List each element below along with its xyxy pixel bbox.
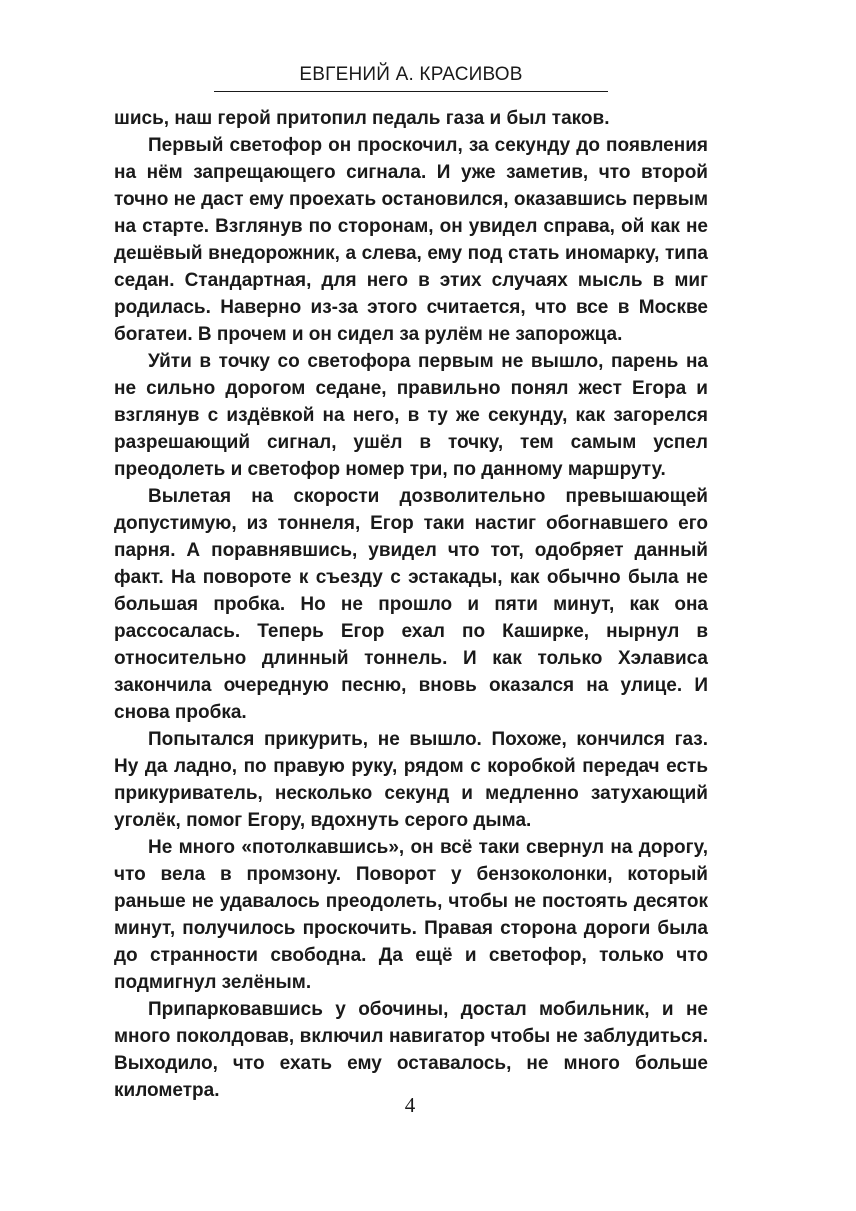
paragraph-1: шись, наш герой притопил педаль газа и был таков.	[114, 108, 610, 129]
paragraph-5: Попытался прикурить, не вышло. Похоже, кончился газ. Ну да ладно, по правую руку, рядом с коробкой передач есть прикуриватель, несколько секунд и медленно затухающий уголёк, помог Егору, вдохнуть серого дыма.	[114, 729, 708, 831]
paragraph-3: Уйти в точку со светофора первым не вышло, парень на не сильно дорогом седане, правильно понял жест Егора и взглянув с издёвкой на него, в ту же секунду, как загорелся разрешающий сигнал, ушёл в точку, тем самым успел преодолеть и светофор номер три, по данному маршруту.	[114, 351, 708, 480]
paragraph-4: Вылетая на скорости дозволительно превышающей допустимую, из тоннеля, Егор таки настиг обогнавшего его парня. А поравнявшись, увидел что тот, одобряет данный факт. На повороте к съезду с эстакады, как обычно была не большая пробка. Но не прошло и пяти минут, как она рассосалась. Теперь Егор ехал по Каширке, нырнул в относительно длинный тоннель. И как только Хэлависа закончила очередную песню, вновь оказался на улице. И снова пробка.	[114, 486, 708, 723]
paragraph-2: Первый светофор он проскочил, за секунду до появления на нём запрещающего сигнала. И уже заметив, что второй точно не даст ему проехать остановился, оказавшись первым на старте. Взглянув по сторонам, он увидел справа, ой как не дешёвый внедорожник, а слева, ему под стать иномарку, типа седан. Стандартная, для него в этих случаях мысль в миг родилась. Наверно из-за этого считается, что все в Москве богатеи. В прочем и он сидел за рулём не запорожца.	[114, 135, 708, 345]
running-head-author: ЕВГЕНИЙ А. КРАСИВОВ	[299, 64, 523, 85]
paragraph-7: Припарковавшись у обочины, достал мобильник, и не много поколдовав, включил навигатор чтобы не заблудиться. Выходило, что ехать ему оставалось, не много больше километра.	[114, 999, 708, 1101]
header-rule	[214, 91, 608, 92]
page-number: 4	[404, 1093, 416, 1117]
body-text	[114, 105, 708, 1104]
paragraph-6: Не много «потолкавшись», он всё таки свернул на дорогу, что вела в промзону. Поворот у бензоколонки, который раньше не удавалось преодолеть, чтобы не постоять десяток минут, получилось проскочить. Правая сторона дороги была до странности свободна. Да ещё и светофор, только что подмигнул зелёным.	[114, 837, 708, 993]
